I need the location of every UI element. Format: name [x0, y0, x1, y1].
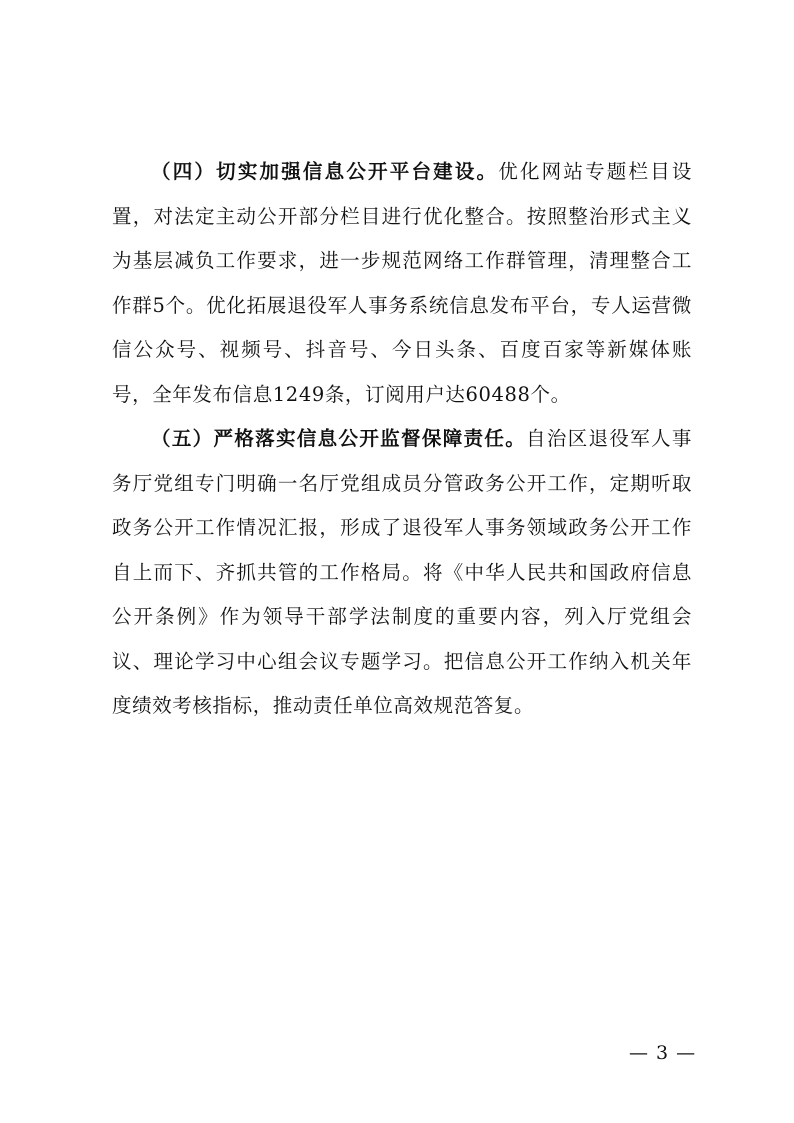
page-number: — 3 —: [629, 1042, 697, 1064]
section-5-heading: （五）严格落实信息公开监督保障责任。: [151, 427, 527, 450]
section-5-body: 自治区退役军人事务厅党组专门明确一名厅党组成员分管政务公开工作，定期听取政务公开工作情况汇报，形成了退役军人事务领域政务公开工作自上而下、齐抓共管的工作格局。将《中华人民共和国政府信息公开条例》作为领导干部学法制度的重要内容，列入厅党组会议、理论学习中心组会议专题学习。把信息公开工作纳入机关年度绩效考核指标，推动责任单位高效规范答复。: [112, 427, 692, 717]
section-4-body: 优化网站专题栏目设置，对法定主动公开部分栏目进行优化整合。按照整治形式主义为基层减负工作要求，进一步规范网络工作群管理，清理整合工作群5个。优化拓展退役军人事务系统信息发布平台，专人运营微信公众号、视频号、抖音号、今日头条、百度百家等新媒体账号，全年发布信息1249条，订阅用户达60488个。: [112, 160, 692, 406]
section-4-heading: （四）切实加强信息公开平台建设。: [151, 160, 499, 183]
document-body: [112, 150, 692, 729]
paragraph-section-4: [112, 150, 692, 417]
paragraph-section-5: [112, 417, 692, 729]
